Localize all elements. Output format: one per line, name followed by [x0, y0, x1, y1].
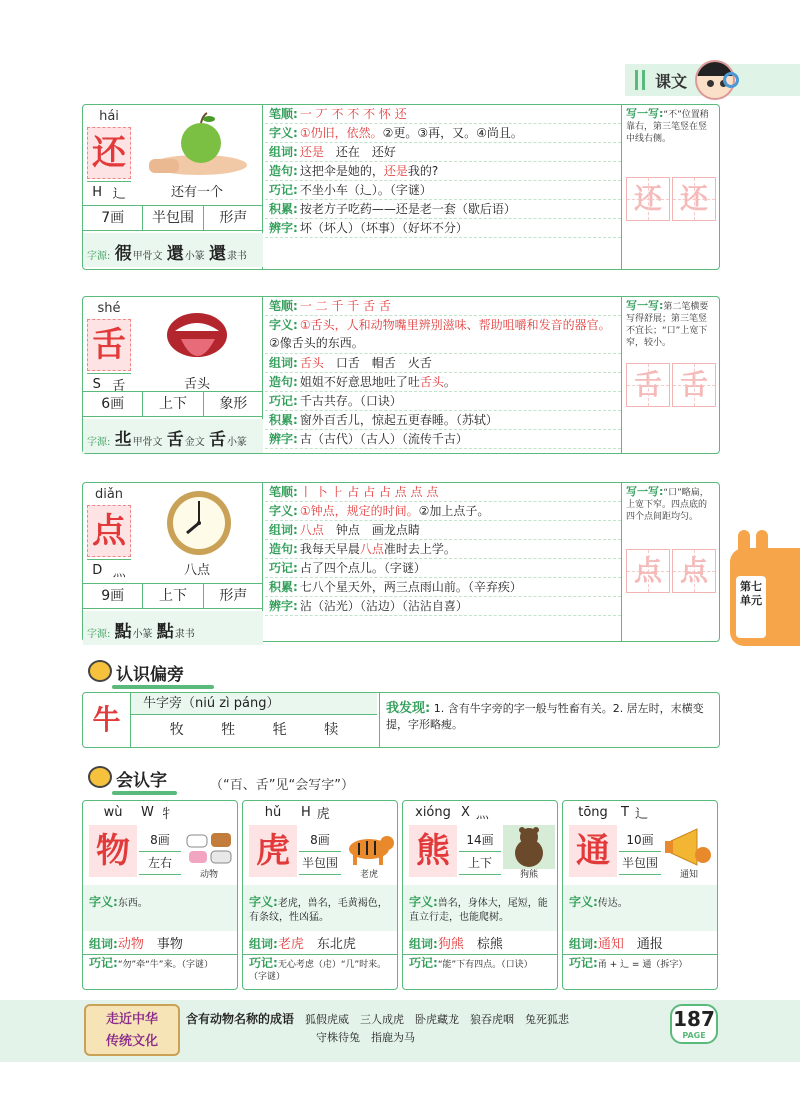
header-bars-decor [635, 70, 645, 90]
word-main: 通知 [597, 937, 624, 952]
label: 巧记: [249, 956, 278, 970]
source-name: 隶书 [226, 251, 247, 262]
writing-tip [622, 483, 719, 551]
radical: 舌 [112, 379, 126, 394]
structure: 左右 [139, 852, 181, 875]
radical-words [131, 717, 377, 743]
radical: 辶 [112, 187, 126, 202]
source-label: 字源: [87, 251, 111, 262]
word-main: 狗熊 [437, 937, 464, 952]
label: 造句: [269, 164, 298, 178]
words-line [265, 143, 621, 162]
page-number-badge [670, 1004, 718, 1044]
meaning [403, 885, 557, 931]
recognize-card-hu [242, 800, 398, 990]
big-character: 还 [87, 127, 131, 179]
title-underline [112, 685, 214, 689]
accum-line [265, 200, 621, 219]
radical-box [82, 692, 720, 748]
idiom-title: 含有动物名称的成语 [186, 1012, 295, 1026]
idiom-list [186, 1010, 656, 1047]
big-character: 点 [87, 505, 131, 557]
label: 字义: [569, 895, 598, 909]
tip-title: 写一写: [626, 299, 664, 312]
recognize-note: （“百、舌”见“会写字”） [210, 778, 354, 793]
label: 笔顺: [269, 107, 298, 121]
writing-tip [622, 105, 719, 173]
big-character: 物 [89, 825, 137, 877]
radical: 灬 [112, 565, 126, 580]
char-stats [83, 205, 263, 231]
radical-discovery [379, 693, 719, 747]
label: 字义: [89, 895, 118, 909]
meaning-text: 兽名，身体大，尾短，能直立行走，也能爬树。 [409, 898, 548, 923]
bee-icon [88, 660, 112, 682]
sentence-part: 我每天早晨 [299, 542, 360, 556]
structure: 上下 [143, 392, 203, 416]
card-header [403, 801, 557, 823]
char-source [83, 611, 263, 645]
memo-text: “勿”牵“牛”来。（字谜） [117, 960, 213, 970]
memo-text: 无心考虑（虍）“几”时来。（字谜） [249, 960, 387, 982]
word-main: 舌头 [299, 356, 324, 370]
char-stats [299, 829, 341, 875]
label: 巧记: [269, 394, 298, 408]
picture-caption: 舌头 [183, 377, 210, 392]
source-glyph: 還 [208, 244, 226, 264]
char-type: 象形 [219, 396, 248, 412]
pinyin: wù [103, 804, 123, 820]
radical-section-title [88, 660, 184, 685]
card-header [563, 801, 717, 823]
radical-word: 牦 [272, 722, 287, 738]
header-title: 课文 [655, 72, 688, 91]
pinyin: diǎn [94, 487, 124, 502]
label: 组词: [409, 937, 438, 951]
char-type: 形声 [219, 588, 248, 604]
tip-title: 写一写: [626, 107, 664, 120]
distinct-line [265, 430, 621, 449]
pinyin: hái [99, 109, 119, 124]
structure: 上下 [459, 852, 501, 875]
meaning [563, 885, 717, 931]
radical-name: 牛字旁（niú zì páng） [131, 693, 377, 715]
label: 字义: [269, 504, 298, 518]
bear-image [503, 825, 555, 869]
words [243, 933, 397, 955]
sentence-line [265, 373, 621, 392]
stroke-order: 一 二 千 千 舌 舌 [299, 299, 391, 313]
words [403, 933, 557, 955]
practice-cell: 点 [626, 549, 670, 593]
sentence-part: 姐姐不好意思地吐了吐 [299, 375, 420, 389]
meaning-main: ①舌头，人和动物嘴里辨别滋味、帮助咀嚼和发音的器官。 [299, 318, 611, 332]
memo [243, 957, 397, 983]
page-number: 187 [673, 1007, 715, 1031]
accum-line [265, 578, 621, 597]
label: 积累: [269, 202, 298, 216]
char-source [83, 419, 263, 453]
source-label: 字源: [87, 437, 111, 448]
memo-line [265, 181, 621, 200]
pinyin: tōng [578, 804, 608, 820]
char-stats [83, 391, 263, 417]
source-glyph: 徦 [114, 244, 132, 264]
tip-title: 写一写: [626, 485, 664, 498]
label: 辨字: [269, 432, 298, 446]
writing-tip-panel [621, 297, 719, 453]
label: 巧记: [269, 183, 298, 197]
practice-cell: 舌 [626, 363, 670, 407]
words [83, 933, 237, 955]
accum: 窗外百舌儿，惊起五更春睡。（苏轼） [299, 413, 498, 427]
index-radical [87, 181, 131, 203]
meaning-text: 东西。 [117, 898, 148, 909]
label: 巧记: [409, 956, 438, 970]
pinyin: hǔ [264, 804, 282, 820]
source-name: 甲骨文 [132, 251, 163, 262]
big-character: 熊 [409, 825, 457, 877]
char-stats [619, 829, 661, 875]
picture-caption: 通知 [679, 870, 698, 880]
unit-label: 第七单元 [736, 576, 766, 638]
label: 辨字: [269, 221, 298, 235]
word-main: 动物 [117, 937, 144, 952]
source-glyph: 點 [114, 622, 132, 642]
title-underline [112, 791, 177, 795]
meaning-text: 老虎，兽名，毛黄褐色，有条纹，性凶猛。 [249, 898, 388, 923]
sentence-part: 我的? [407, 164, 439, 178]
source-name: 金文 [184, 437, 205, 448]
label: 造句: [269, 375, 298, 389]
writing-tip-panel [621, 105, 719, 269]
radical-char: 牛 [83, 693, 131, 747]
source-name: 小篆 [184, 251, 205, 262]
sentence-line [265, 162, 621, 181]
words-rest: 东北虎 [316, 937, 356, 952]
radical-word: 牧 [169, 722, 184, 738]
distinct-line [265, 219, 621, 238]
source-glyph: 丠 [114, 430, 132, 450]
sentence-part: 准时去上学。 [383, 542, 456, 556]
radical: 灬 [475, 806, 489, 822]
char-info-panel [83, 483, 263, 641]
stroke-order-line [265, 297, 621, 316]
label: 字义: [249, 895, 278, 909]
structure: 半包围 [299, 852, 341, 875]
stroke-order-line [265, 483, 621, 502]
idioms-line: 狐假虎威 三人成虎 卧虎藏龙 狼吞虎咽 兔死狐悲 [305, 1013, 570, 1026]
stroke-count: 14画 [459, 829, 501, 852]
label: 辨字: [269, 599, 298, 613]
meaning-main: ①钟点，规定的时间。 [299, 504, 419, 518]
words-rest: 事物 [156, 937, 183, 952]
label: 积累: [269, 580, 298, 594]
index-letter: D [92, 563, 103, 578]
card-header [83, 801, 237, 823]
source-name: 小篆 [132, 629, 153, 640]
memo: 占了四个点儿。（字谜） [299, 561, 426, 575]
recognize-section-title [88, 766, 167, 791]
meaning-line [265, 502, 621, 521]
char-card-hai [82, 104, 720, 270]
stroke-count: 8画 [139, 829, 181, 852]
label: 字义: [269, 318, 298, 332]
meaning-rest: ②更。③再，又。④尚且。 [382, 126, 523, 140]
picture-caption: 八点 [183, 563, 210, 578]
radical: 牜 [159, 806, 173, 822]
stroke-order-line [265, 105, 621, 124]
radical: 辶 [634, 806, 648, 822]
practice-cell: 还 [626, 177, 670, 221]
label: 字义: [269, 126, 298, 140]
char-type: 形声 [219, 210, 248, 226]
label: 组词: [249, 937, 278, 951]
bee-icon [88, 766, 112, 788]
meaning-line [265, 124, 621, 143]
words-line [265, 354, 621, 373]
unit-side-tab [730, 548, 800, 646]
picture-caption: 动物 [199, 870, 218, 880]
memo-text: “能”下有四点。（口诀） [437, 960, 533, 970]
writing-tip [622, 297, 719, 365]
megaphone-image [663, 825, 715, 869]
section-header [625, 64, 800, 96]
practice-grid [626, 177, 716, 221]
source-glyph: 還 [166, 244, 184, 264]
memo-line [265, 559, 621, 578]
picture-caption: 老虎 [359, 870, 378, 880]
section-title-text: 会认字 [116, 771, 167, 791]
label: 笔顺: [269, 485, 298, 499]
big-character: 虎 [249, 825, 297, 877]
page-label: PAGE [682, 1031, 706, 1040]
source-name: 甲骨文 [132, 437, 163, 448]
accum: 七八个星天外，两三点雨山前。（辛弃疾） [299, 580, 522, 594]
find-text: 1. 含有牛字旁的字一般与牲畜有关。2. 居左时，末横变提，字形略瘦。 [386, 702, 704, 731]
source-glyph: 舌 [166, 430, 184, 450]
picture-caption: 狗熊 [519, 870, 538, 880]
source-name: 隶书 [174, 629, 195, 640]
char-source [83, 233, 263, 267]
section-title-text: 认识偏旁 [116, 665, 184, 685]
pinyin: shé [97, 301, 121, 316]
label: 组词: [269, 145, 298, 159]
char-info-panel [83, 297, 263, 453]
word-main: 老虎 [277, 937, 304, 952]
meaning-text: 传达。 [597, 898, 628, 909]
writing-tip-panel [621, 483, 719, 641]
char-card-dian [82, 482, 720, 642]
label: 字义: [409, 895, 438, 909]
tongue-image [135, 301, 259, 379]
meaning [243, 885, 397, 931]
char-detail-panel [265, 297, 621, 453]
stroke-order: 一 丆 不 不 不 怀 还 [299, 107, 407, 121]
pinyin: xióng [415, 804, 451, 820]
idioms-line: 守株待兔 指鹿为马 [316, 1031, 415, 1044]
source-glyph: 舌 [208, 430, 226, 450]
char-stats [83, 583, 263, 609]
radical-word: 犊 [324, 722, 339, 738]
char-stats [459, 829, 501, 875]
source-label: 字源: [87, 629, 111, 640]
memo-text: 甬 + 辶 = 通（拆字） [597, 960, 688, 970]
label: 笔顺: [269, 299, 298, 313]
recognize-card-xiong [402, 800, 558, 990]
practice-grid [626, 549, 716, 593]
word-main: 还是 [299, 145, 324, 159]
index-letter: H [301, 804, 311, 820]
label: 巧记: [569, 956, 598, 970]
words-rest: 棕熊 [476, 937, 503, 952]
index-radical [87, 559, 131, 581]
words-rest: 通报 [636, 937, 663, 952]
words-line [265, 521, 621, 540]
sentence-key: 八点 [359, 542, 384, 556]
sentence-part: 。 [443, 375, 456, 389]
index-letter: T [621, 804, 629, 820]
word-main: 八点 [299, 523, 324, 537]
memo [563, 957, 717, 971]
label: 巧记: [269, 561, 298, 575]
sentence-key: 舌头 [419, 375, 444, 389]
find-label: 我发现: [386, 701, 431, 716]
practice-cell: 舌 [672, 363, 716, 407]
label: 组词: [269, 356, 298, 370]
char-stats [139, 829, 181, 875]
card-header [243, 801, 397, 823]
stroke-order: 丨 卜 ⺊ 占 占 占 点 点 点 [299, 485, 439, 499]
stroke-count: 7画 [83, 206, 143, 230]
meaning-rest: ②加上点子。 [418, 504, 490, 518]
char-detail-panel [265, 105, 621, 269]
label: 巧记: [89, 956, 118, 970]
label: 组词: [269, 523, 298, 537]
sentence-key: 还是 [383, 164, 408, 178]
big-character: 通 [569, 825, 617, 877]
structure: 上下 [143, 584, 203, 608]
source-glyph: 點 [156, 622, 174, 642]
culture-scroll-badge [84, 1004, 180, 1056]
radical: 虎 [316, 806, 330, 822]
sentence-line [265, 540, 621, 559]
clock-image [135, 487, 259, 565]
structure: 半包围 [619, 852, 661, 875]
stroke-count: 10画 [619, 829, 661, 852]
label: 造句: [269, 542, 298, 556]
index-letter: S [92, 377, 101, 392]
memo [403, 957, 557, 971]
tip-text: 第二笔横要写得舒展；第三笔竖不宜长；“口”上宽下窄，较小。 [626, 302, 709, 348]
memo: 千古共存。（口诀） [299, 394, 402, 408]
source-name: 小篆 [226, 437, 247, 448]
practice-grid [626, 363, 716, 407]
tip-text: “不”位置稍靠右，第三笔竖在竖中线右侧。 [626, 110, 709, 144]
tip-text: “口”略扁，上宽下窄。四点底的四个点间距均匀。 [626, 488, 709, 522]
words [563, 933, 717, 955]
scroll-text: 走近中华 [105, 1012, 158, 1027]
animals-image [183, 825, 235, 869]
big-character: 舌 [87, 319, 131, 371]
radical-word: 牲 [221, 722, 236, 738]
meaning [83, 885, 237, 931]
label: 组词: [569, 937, 598, 951]
stroke-count: 8画 [299, 829, 341, 852]
meaning-main: ①仍旧，依然。 [299, 126, 383, 140]
accum: 按老方子吃药——还是老一套（歇后语） [299, 202, 516, 216]
char-detail-panel [265, 483, 621, 641]
distinct: 沾（沾光）（沾边）（沾沾自喜） [299, 599, 468, 613]
char-card-she [82, 296, 720, 454]
meaning-line [265, 316, 621, 354]
words-rest: 还在 还好 [335, 145, 396, 159]
words-rest: 钟点 画龙点睛 [335, 523, 420, 537]
memo-line [265, 392, 621, 411]
index-letter: W [141, 804, 154, 820]
distinct: 坏（坏人）（坏事）（好坏不分） [299, 221, 468, 235]
char-info-panel [83, 105, 263, 269]
stroke-count: 9画 [83, 584, 143, 608]
stroke-count: 6画 [83, 392, 143, 416]
distinct-line [265, 597, 621, 616]
picture-caption: 还有一个 [170, 185, 223, 200]
accum-line [265, 411, 621, 430]
meaning-rest: ②像舌头的东西。 [269, 336, 364, 350]
label: 积累: [269, 413, 298, 427]
apple-in-hand-image [135, 109, 259, 187]
structure: 半包围 [143, 206, 203, 230]
practice-cell: 点 [672, 549, 716, 593]
words-rest: 口舌 帽舌 火舌 [335, 356, 432, 370]
memo: 不坐小车（辶）。（字谜） [299, 183, 432, 197]
sentence-part: 这把伞是她的， [299, 164, 384, 178]
tiger-image [343, 825, 395, 869]
index-letter: X [461, 804, 470, 820]
index-letter: H [92, 185, 103, 200]
memo [83, 957, 237, 971]
recognize-card-wu [82, 800, 238, 990]
label: 组词: [89, 937, 118, 951]
recognize-card-tong [562, 800, 718, 990]
magnifier-icon [723, 72, 739, 88]
practice-cell: 还 [672, 177, 716, 221]
scroll-text: 传统文化 [105, 1034, 158, 1049]
distinct: 古（古代）（古人）（流传千古） [299, 432, 468, 446]
